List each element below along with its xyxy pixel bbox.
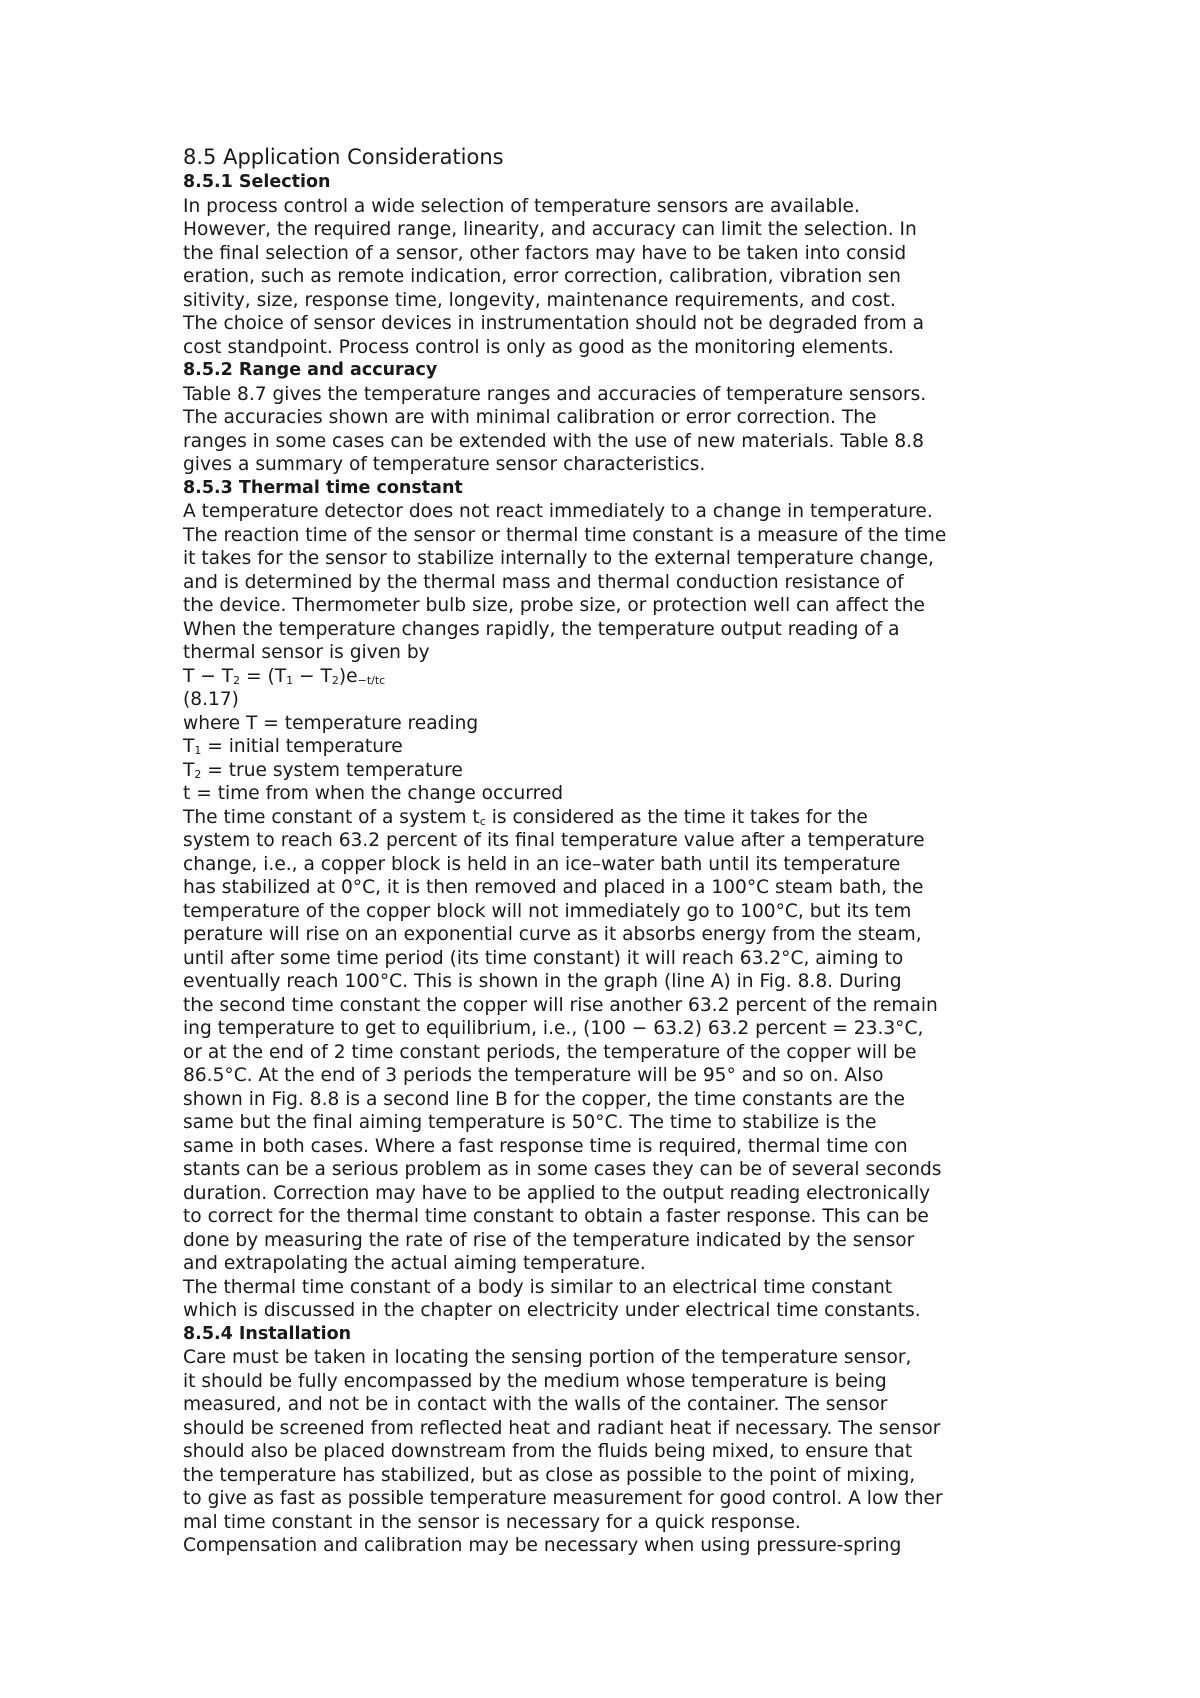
text-line: Care must be taken in locating the sensing portion of the temperature sensor, — [183, 1347, 912, 1368]
text-line: Compensation and calibration may be necessary when using pressure-spring — [183, 1535, 902, 1556]
text-line: eration, such as remote indication, error correction, calibration, vibration sen — [183, 266, 901, 287]
heading-range-accuracy: 8.5.2 Range and accuracy — [183, 360, 438, 380]
text-line: duration. Correction may have to be applied to the output reading electronically — [183, 1182, 931, 1204]
equation: $T - T_2 = (T_1 - T_2)e^{-t/tc}$ — [183, 665, 386, 687]
text-line: The choice of sensor devices in instrumentation should not be degraded from a — [183, 313, 925, 334]
thermal-time-constant-body — [183, 500, 1160, 1323]
definition-line: t = time from when the change occurred — [183, 783, 564, 804]
text-line: However, the required range, linearity, and accuracy can limit the selection. In — [183, 219, 917, 240]
text-line: A temperature detector does not react immediately to a change in temperature. — [183, 501, 933, 522]
text-line: ranges in some cases can be extended with the use of new materials. Table 8.8 — [183, 430, 924, 452]
text-line: measured, and not be in contact with the walls of the container. The sensor — [183, 1394, 888, 1415]
text-line: ing temperature to get to equilibrium, i.e., (100 − 63.2) 63.2 percent = 23.3°C, — [183, 1018, 924, 1039]
range-accuracy-body — [183, 383, 1160, 477]
text-line: should also be placed downstream from the fluids being mixed, to ensure that — [183, 1441, 913, 1462]
definition-line: $T_2$ = true system temperature — [183, 759, 463, 781]
selection-body — [183, 195, 1160, 360]
text-line: the device. Thermometer bulb size, probe size, or protection well can affect the — [183, 595, 925, 616]
text-line: until after some time period (its time constant) it will reach 63.2°C, aiming to — [183, 947, 904, 969]
text-line: When the temperature changes rapidly, the temperature output reading of a — [183, 618, 900, 640]
text-line: The thermal time constant of a body is similar to an electrical time constant — [183, 1276, 893, 1298]
text-line: Table 8.7 gives the temperature ranges and accuracies of temperature sensors. — [183, 383, 927, 405]
text-line: 86.5°C. At the end of 3 periods the temperature will be 95° and so on. Also — [183, 1065, 884, 1086]
section-title: 8.5 Application Considerations — [183, 145, 504, 169]
text-line: should be screened from reflected heat and radiant heat if necessary. The sensor — [183, 1417, 941, 1439]
text-line: and is determined by the thermal mass and thermal conduction resistance of — [183, 571, 904, 593]
text-line: temperature of the copper block will not immediately go to 100°C, but its tem — [183, 900, 912, 922]
text-line: change, i.e., a copper block is held in an ice–water bath until its temperature — [183, 853, 901, 875]
text-line: system to reach 63.2 percent of its final temperature value after a temperature — [183, 830, 925, 851]
definition-line: where T = temperature reading — [183, 712, 479, 734]
text-line: shown in Fig. 8.8 is a second line B for the copper, the time constants are the — [183, 1088, 905, 1110]
text-line: The time constant of a system $t_c$ is considered as the time it takes for the — [183, 806, 868, 828]
equation-number: (8.17) — [183, 689, 239, 710]
text-line: the second time constant the copper will rise another 63.2 percent of the remain — [183, 994, 938, 1016]
text-line: it takes for the sensor to stabilize internally to the external temperature change, — [183, 548, 934, 569]
text-line: to correct for the thermal time constant to obtain a faster response. This can be — [183, 1206, 929, 1227]
text-line: The reaction time of the sensor or thermal time constant is a measure of the time — [183, 524, 947, 546]
text-line: done by measuring the rate of rise of the temperature indicated by the sensor — [183, 1229, 915, 1251]
heading-installation: 8.5.4 Installation — [183, 1323, 352, 1344]
text-line: to give as fast as possible temperature measurement for good control. A low ther — [183, 1488, 943, 1509]
text-line: the final selection of a sensor, other factors may have to be taken into consid — [183, 242, 907, 264]
text-line: gives a summary of temperature sensor characteristics. — [183, 454, 706, 475]
text-line: In process control a wide selection of temperature sensors are available. — [183, 195, 860, 217]
text-line: stants can be a serious problem as in some cases they can be of several seconds — [183, 1159, 942, 1180]
text-line: which is discussed in the chapter on electricity under electrical time constants. — [183, 1300, 921, 1321]
text-line: perature will rise on an exponential curve as it absorbs energy from the steam, — [183, 924, 922, 945]
text-line: the temperature has stabilized, but as close as possible to the point of mixing, — [183, 1464, 916, 1486]
text-line: cost standpoint. Process control is only as good as the monitoring elements. — [183, 336, 894, 358]
text-line: it should be fully encompassed by the medium whose temperature is being — [183, 1370, 887, 1392]
text-line: sitivity, size, response time, longevity, maintenance requirements, and cost. — [183, 289, 896, 311]
heading-thermal-time-constant: 8.5.3 Thermal time constant — [183, 477, 463, 498]
definition-line: $T_1$ = initial temperature — [183, 736, 403, 757]
text-line: has stabilized at 0°C, it is then removed and placed in a 100°C steam bath, the — [183, 877, 924, 898]
text-line: mal time constant in the sensor is necessary for a quick response. — [183, 1511, 801, 1533]
text-line: and extrapolating the actual aiming temperature. — [183, 1253, 646, 1274]
equation-exponent: −t/tc — [357, 673, 386, 687]
text-line: thermal sensor is given by — [183, 642, 430, 663]
text-line: The accuracies shown are with minimal calibration or error correction. The — [183, 407, 877, 428]
heading-selection: 8.5.1 Selection — [183, 172, 331, 192]
installation-body — [183, 1346, 1160, 1558]
text-line: same but the final aiming temperature is 50°C. The time to stabilize is the — [183, 1112, 877, 1133]
text-line: eventually reach 100°C. This is shown in the graph (line A) in Fig. 8.8. During — [183, 971, 902, 992]
text-line: or at the end of 2 time constant periods, the temperature of the copper will be — [183, 1041, 917, 1063]
text-line: same in both cases. Where a fast response time is required, thermal time con — [183, 1135, 908, 1157]
